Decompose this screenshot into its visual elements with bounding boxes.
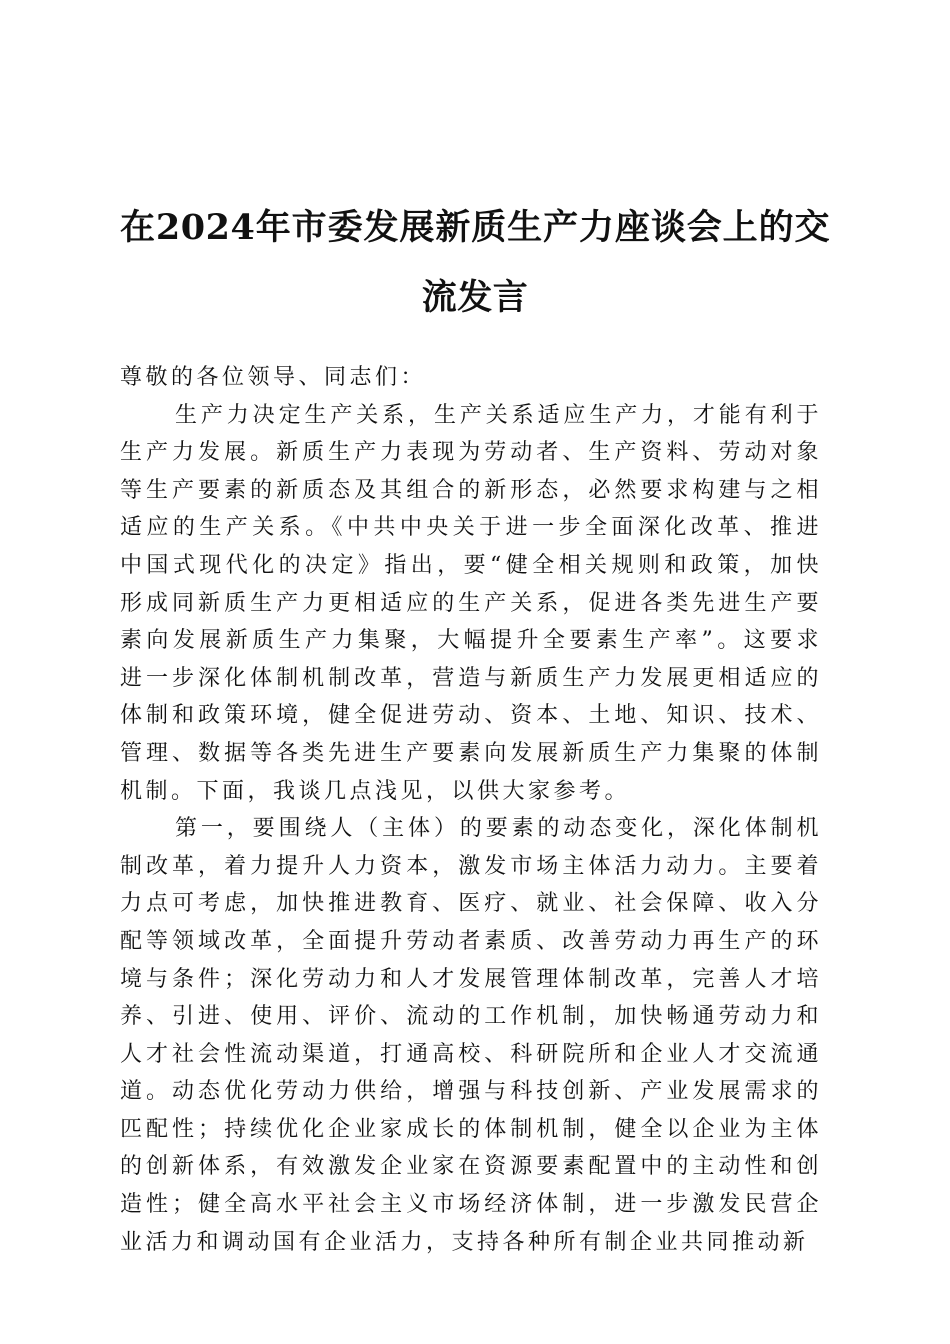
document-title: 在2024年市委发展新质生产力座谈会上的交流发言 <box>120 207 830 318</box>
body-paragraph-2: 第一，要围绕人（主体）的要素的动态变化，深化体制机制改革，着力提升人力资本，激发市场主体活力动力。主要着力点可考虑，加快推进教育、医疗、就业、社会保障、收入分配等领域改革，全面提升劳动者素质、改善劳动力再生产的环境与条件；深化劳动力和人才发展管理体制改革，完善人才培养、引进、使用、评价、流动的工作机制，加快畅通劳动力和人才社会性流动渠道，打通高校、科研院所和企业人才交流通道。动态优化劳动力供给，增强与科技创新、产业发展需求的匹配性；持续优化企业家成长的体制机制，健全以企业为主体的创新体系，有效激发企业家在资源要素配置中的主动性和创造性；健全高水平社会主义市场经济体制，进一步激发民营企业活力和调动国有企业活力，支持各种所有制企业共同推动新 <box>120 816 822 1255</box>
document-body <box>120 359 822 1261</box>
body-paragraph-1: 生产力决定生产关系，生产关系适应生产力，才能有利于生产力发展。新质生产力表现为劳动者、生产资料、劳动对象等生产要素的新质态及其组合的新形态，必然要求构建与之相适应的生产关系。《中共中央关于进一步全面深化改革、推进中国式现代化的决定》指出，要“健全相关规则和政策，加快形成同新质生产力更相适应的生产关系，促进各类先进生产要素向发展新质生产力集聚，大幅提升全要素生产率”。这要求进一步深化体制机制改革，营造与新质生产力发展更相适应的体制和政策环境，健全促进劳动、资本、土地、知识、技术、管理、数据等各类先进生产要素向发展新质生产力集聚的体制机制。下面，我谈几点浅见，以供大家参考。 <box>120 402 822 804</box>
salutation: 尊敬的各位领导、同志们： <box>120 365 427 390</box>
